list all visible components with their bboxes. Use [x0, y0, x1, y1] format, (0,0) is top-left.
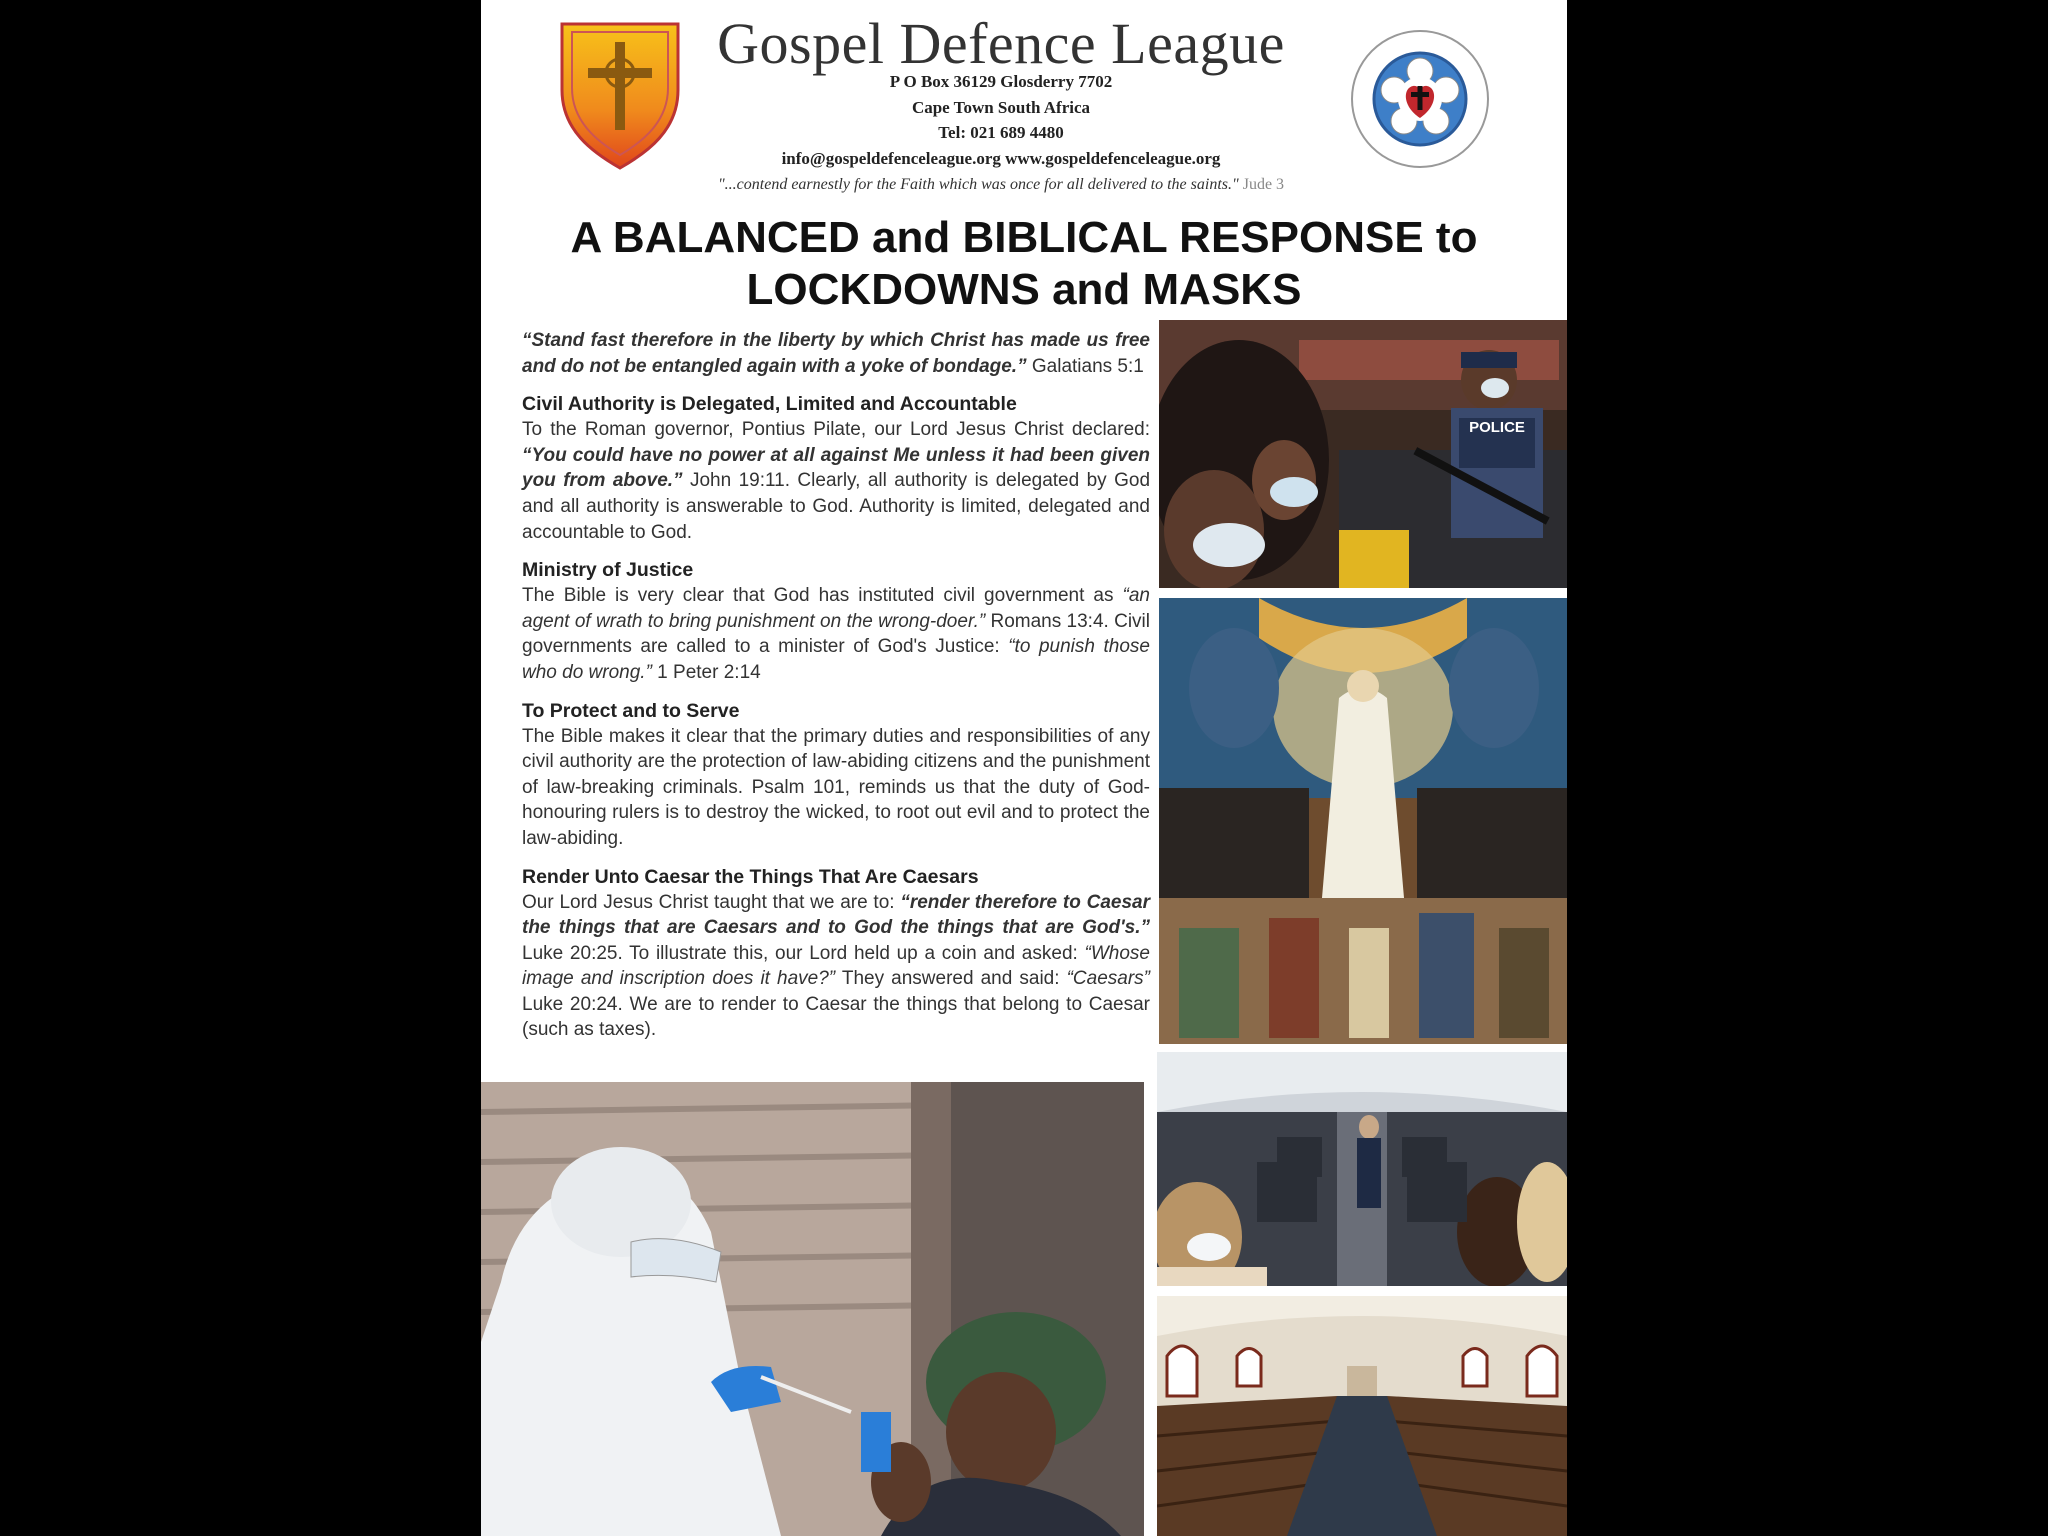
- section-paragraph-render-unto-caesar: [522, 890, 1150, 1044]
- photo-empty-church: [1157, 1296, 1567, 1536]
- intro-paragraph: [522, 328, 1150, 379]
- text-run: The Bible is very clear that God has instituted civil government as: [522, 585, 1123, 607]
- article-body: [522, 328, 1150, 1043]
- scripture-quote: “Caesars”: [1066, 968, 1150, 990]
- section-paragraph-ministry-of-justice: [522, 583, 1150, 685]
- scripture-quote: “Whose image and inscription does it have?”: [522, 942, 1150, 990]
- photo-airplane-cabin: [1157, 1052, 1567, 1286]
- text-run: They answered and said:: [835, 968, 1067, 990]
- address-line-2: Cape Town South Africa: [911, 98, 1091, 117]
- org-name: Gospel Defence League: [717, 11, 1285, 76]
- tagline-quote: "...contend earnestly for the Faith which was once for all delivered to the saints.": [717, 176, 1239, 193]
- headline: [501, 212, 1547, 316]
- tagline-ref: Jude 3: [1242, 176, 1285, 193]
- document-page: [481, 0, 1567, 1536]
- text-run: Luke 20:25. To illustrate this, our Lord held up a coin and asked:: [522, 942, 1085, 964]
- section-heading-civil-authority: Civil Authority is Delegated, Limited and Accountable: [522, 393, 1017, 416]
- photo-church-painting: [1159, 598, 1567, 1044]
- police-badge-text: POLICE: [1469, 419, 1525, 436]
- intro-ref: Galatians 5:1: [1026, 355, 1144, 377]
- text-run: Our Lord Jesus Christ taught that we are to:: [522, 891, 901, 913]
- scripture-quote: “an agent of wrath to bring punishment on the wrong-doer.”: [522, 585, 1150, 632]
- scripture-quote: “to punish those who do wrong.”: [522, 636, 1151, 683]
- photo-covid-swab-test: [481, 1082, 1144, 1536]
- photo-police-masks: [1159, 320, 1567, 588]
- text-run: 1 Peter 2:14: [651, 661, 761, 683]
- tagline: [641, 176, 1361, 194]
- address-line-1: P O Box 36129 Glosderry 7702: [889, 72, 1113, 91]
- contact-line: info@gospeldefenceleague.org www.gospeldefenceleague.org: [781, 149, 1221, 168]
- text-run: To the Roman governor, Pontius Pilate, our Lord Jesus Christ declared:: [522, 419, 1150, 441]
- section-heading-render-unto-caesar: Render Unto Caesar the Things That Are Caesars: [522, 865, 979, 888]
- phone: Tel: 021 689 4480: [938, 123, 1064, 142]
- section-heading-ministry-of-justice: Ministry of Justice: [522, 559, 694, 582]
- text-run: Luke 20:24. We are to render to Caesar the things that belong to Caesar (such as taxes).: [522, 993, 1150, 1041]
- headline-line-2: LOCKDOWNS and MASKS: [746, 265, 1302, 314]
- section-paragraph-civil-authority: [522, 417, 1150, 545]
- text-run: John 19:11. Clearly, all authority is delegated by God and all authority is answerable to God. Authority is limited, delegated and accountable to God.: [522, 470, 1151, 543]
- scripture-quote: “render therefore to Caesar the things that are Caesars and to God the things that are God's.”: [522, 891, 1150, 939]
- section-heading-protect-and-serve: To Protect and to Serve: [522, 699, 740, 722]
- text-run: Romans 13:4. Civil governments are called to a minister of God's Justice:: [522, 610, 1150, 658]
- intro-quote: “Stand fast therefore in the liberty by which Christ has made us free and do not be entangled again with a yoke of bondage.”: [522, 330, 1150, 377]
- headline-line-1: A BALANCED and BIBLICAL RESPONSE to: [570, 213, 1478, 262]
- section-paragraph-protect-and-serve: The Bible makes it clear that the primary duties and responsibilities of any civil authority are the protection of law-abiding citizens and the punishment of law-breaking criminals. Psalm 101, reminds us that the duty of God-honouring rulers is to destroy the wicked, to root out evil and to protect the law-abiding.: [522, 725, 1150, 849]
- scripture-quote: “You could have no power at all against Me unless it had been given you from above.”: [522, 444, 1150, 492]
- luther-rose-seal-logo: [1347, 26, 1493, 172]
